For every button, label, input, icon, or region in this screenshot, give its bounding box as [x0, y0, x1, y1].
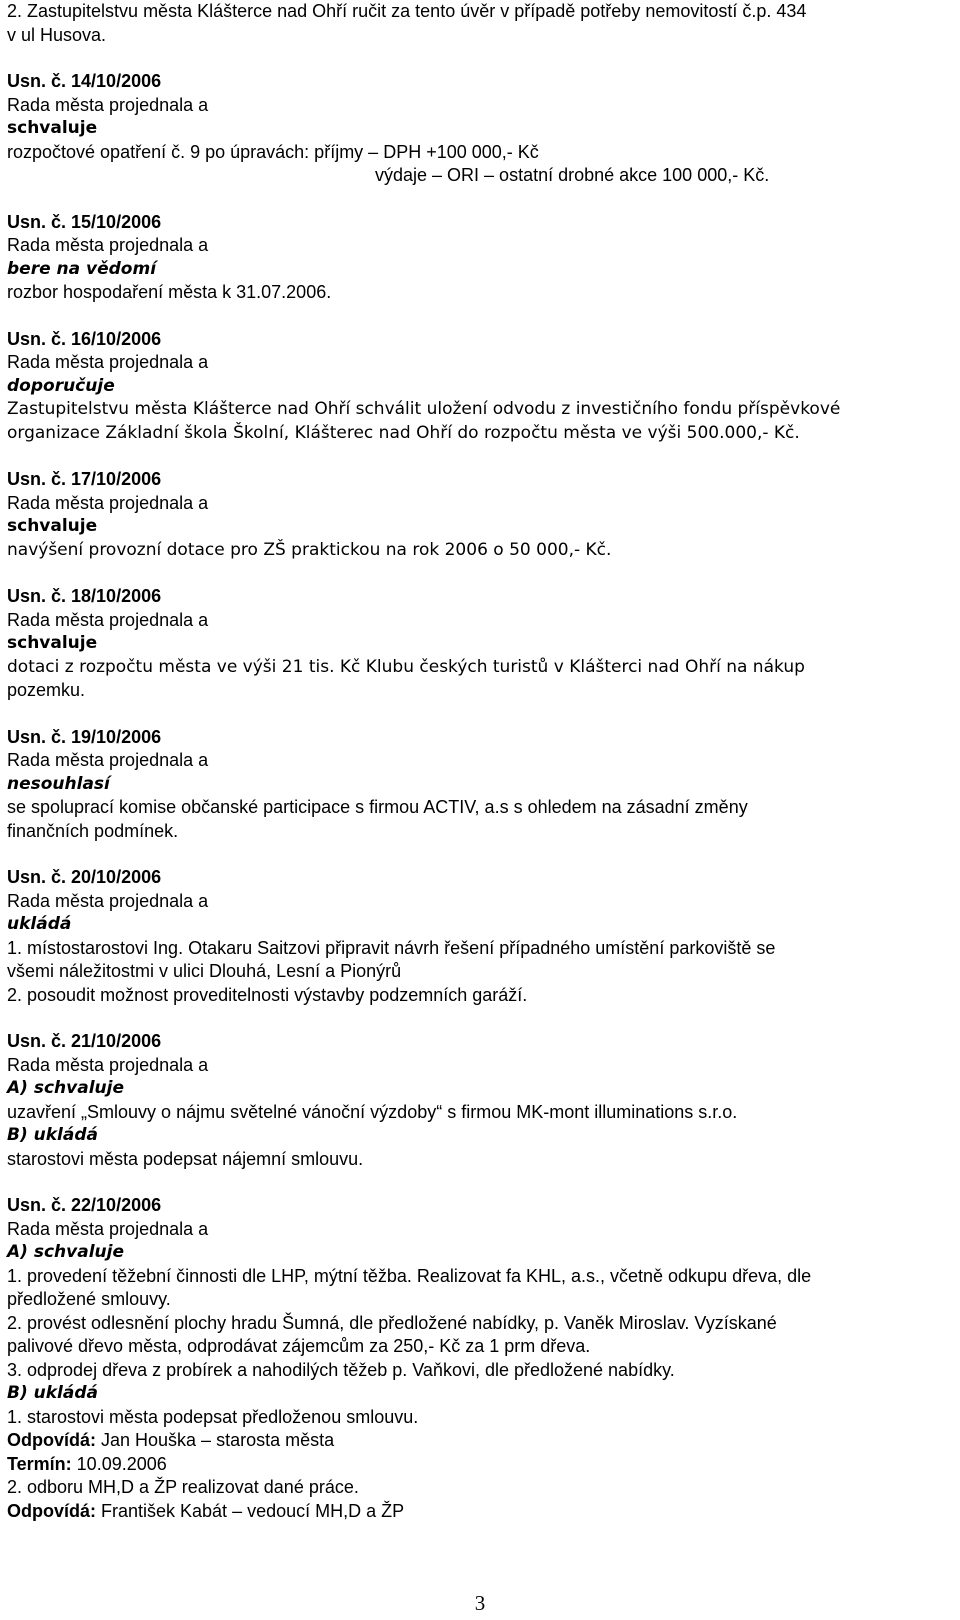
council-body: Rada města projednala a [7, 1218, 209, 1239]
resolution-text: starostovi města podepsat nájemní smlouvu. [7, 1148, 364, 1169]
resolution-text: Zastupitelstvu města Klášterce nad Ohří schválit uložení odvodu z investičního fondu příspěvkové [7, 399, 841, 419]
intro-text-1: 2. Zastupitelstvu města Klášterce nad Ohří ručit za tento úvěr v případě potřeby nemovitostí č.p. 434 [7, 1, 807, 21]
intro-line-2: v ul Husova. [7, 24, 107, 45]
resolution-number: Usn. č. 22/10/2006 [7, 1195, 162, 1215]
resolution-text: všemi náležitostmi v ulici Dlouhá, Lesní a Pionýrů [7, 961, 402, 981]
resolution-number: Usn. č. 18/10/2006 [7, 586, 162, 606]
resolution-text: 2. provést odlesnění plochy hradu Šumná, dle předložené nabídky, p. Vaněk Miroslav. Vyzískané [7, 1312, 777, 1333]
resolution-verb: B) ukládá [7, 1125, 98, 1145]
council-body: Rada města projednala a [7, 1054, 209, 1075]
resolution-text: rozpočtové opatření č. 9 po úpravách: příjmy – DPH +100 000,- Kč [7, 141, 539, 162]
responsibility-label: Odpovídá: [7, 1500, 96, 1521]
resolution-verb: bere na vědomí [7, 258, 157, 279]
resolution-number: Usn. č. 19/10/2006 [7, 726, 162, 747]
document-page [7, 0, 932, 1523]
resolution-text: předložené smlouvy. [7, 1289, 171, 1309]
resolution-text: 1. místostarostovi Ing. Otakaru Saitzovi připravit návrh řešení případného umístění parkoviště se [7, 937, 776, 958]
resolution-verb: ukládá [7, 914, 72, 934]
resolution-verb: schvaluje [7, 516, 98, 536]
intro-line-1 [7, 0, 932, 24]
resolution-text: 2. odboru MH,D a ŽP realizovat dané práce. [7, 1477, 359, 1497]
resolution-verb: A) schvaluje [7, 1078, 124, 1098]
resolution-verb: doporučuje [7, 375, 115, 396]
resolution-verb: A) schvaluje [7, 1242, 124, 1262]
resolution-verb: schvaluje [7, 118, 98, 138]
responsibility-label: Odpovídá: [7, 1430, 96, 1450]
resolution-number: Usn. č. 20/10/2006 [7, 867, 162, 887]
deadline-label: Termín: [7, 1453, 72, 1474]
council-body: Rada města projednala a [7, 609, 209, 630]
council-body: Rada města projednala a [7, 750, 209, 770]
responsibility-value: František Kabát – vedoucí MH,D a ŽP [96, 1500, 405, 1521]
responsibility-line [7, 1429, 932, 1453]
resolution-verb: schvaluje [7, 633, 98, 653]
resolution-text: rozbor hospodaření města k 31.07.2006. [7, 282, 332, 302]
resolution-verb: nesouhlasí [7, 773, 110, 794]
resolution-text: 3. odprodej dřeva z probírek a nahodilých těžeb p. Vaňkovi, dle předložené nabídky. [7, 1359, 675, 1380]
resolution-text: finančních podmínek. [7, 820, 179, 841]
responsibility-value: Jan Houška – starosta města [96, 1430, 335, 1450]
resolution-number: Usn. č. 17/10/2006 [7, 469, 162, 489]
resolution-number: Usn. č. 14/10/2006 [7, 71, 162, 91]
deadline-line [7, 1453, 932, 1477]
resolution-text: navýšení provozní dotace pro ZŠ praktickou na rok 2006 o 50 000,- Kč. [7, 539, 612, 560]
resolution-text: výdaje – ORI – ostatní drobné akce 100 000,- Kč. [375, 165, 770, 185]
responsibility-line [7, 1500, 932, 1524]
council-body: Rada města projednala a [7, 890, 209, 911]
resolution-number: Usn. č. 15/10/2006 [7, 211, 162, 232]
council-body: Rada města projednala a [7, 235, 209, 255]
resolution-text: organizace Základní škola Školní, Klášterec nad Ohří do rozpočtu města ve výši 500.000,- Kč. [7, 422, 800, 443]
resolution-text: dotaci z rozpočtu města ve výši 21 tis. Kč Klubu českých turistů v Klášterci nad Ohří na nákup [7, 656, 805, 677]
resolution-text: pozemku. [7, 680, 86, 700]
council-body: Rada města projednala a [7, 94, 209, 115]
resolution-text: 2. posoudit možnost proveditelnosti výstavby podzemních garáží. [7, 984, 528, 1005]
resolution-text: palivové dřevo města, odprodávat zájemcům za 250,- Kč za 1 prm dřeva. [7, 1336, 591, 1356]
council-body: Rada města projednala a [7, 352, 209, 372]
page-number: 3 [474, 1591, 486, 1615]
resolution-text: se spoluprací komise občanské participace s firmou ACTIV, a.s s ohledem na zásadní změny [7, 797, 748, 817]
resolution-number: Usn. č. 16/10/2006 [7, 328, 162, 349]
resolution-text: uzavření „Smlouvy o nájmu světelné vánoční výzdoby“ s firmou MK-mont illuminations s.r.o. [7, 1101, 738, 1122]
resolution-verb: B) ukládá [7, 1383, 98, 1403]
resolution-text: 1. starostovi města podepsat předloženou smlouvu. [7, 1406, 419, 1427]
deadline-value: 10.09.2006 [71, 1453, 167, 1474]
resolution-number: Usn. č. 21/10/2006 [7, 1031, 162, 1051]
resolution-text: 1. provedení těžební činnosti dle LHP, mýtní těžba. Realizovat fa KHL, a.s., včetně odkupu dřeva, dle [7, 1265, 812, 1286]
council-body: Rada města projednala a [7, 492, 209, 513]
